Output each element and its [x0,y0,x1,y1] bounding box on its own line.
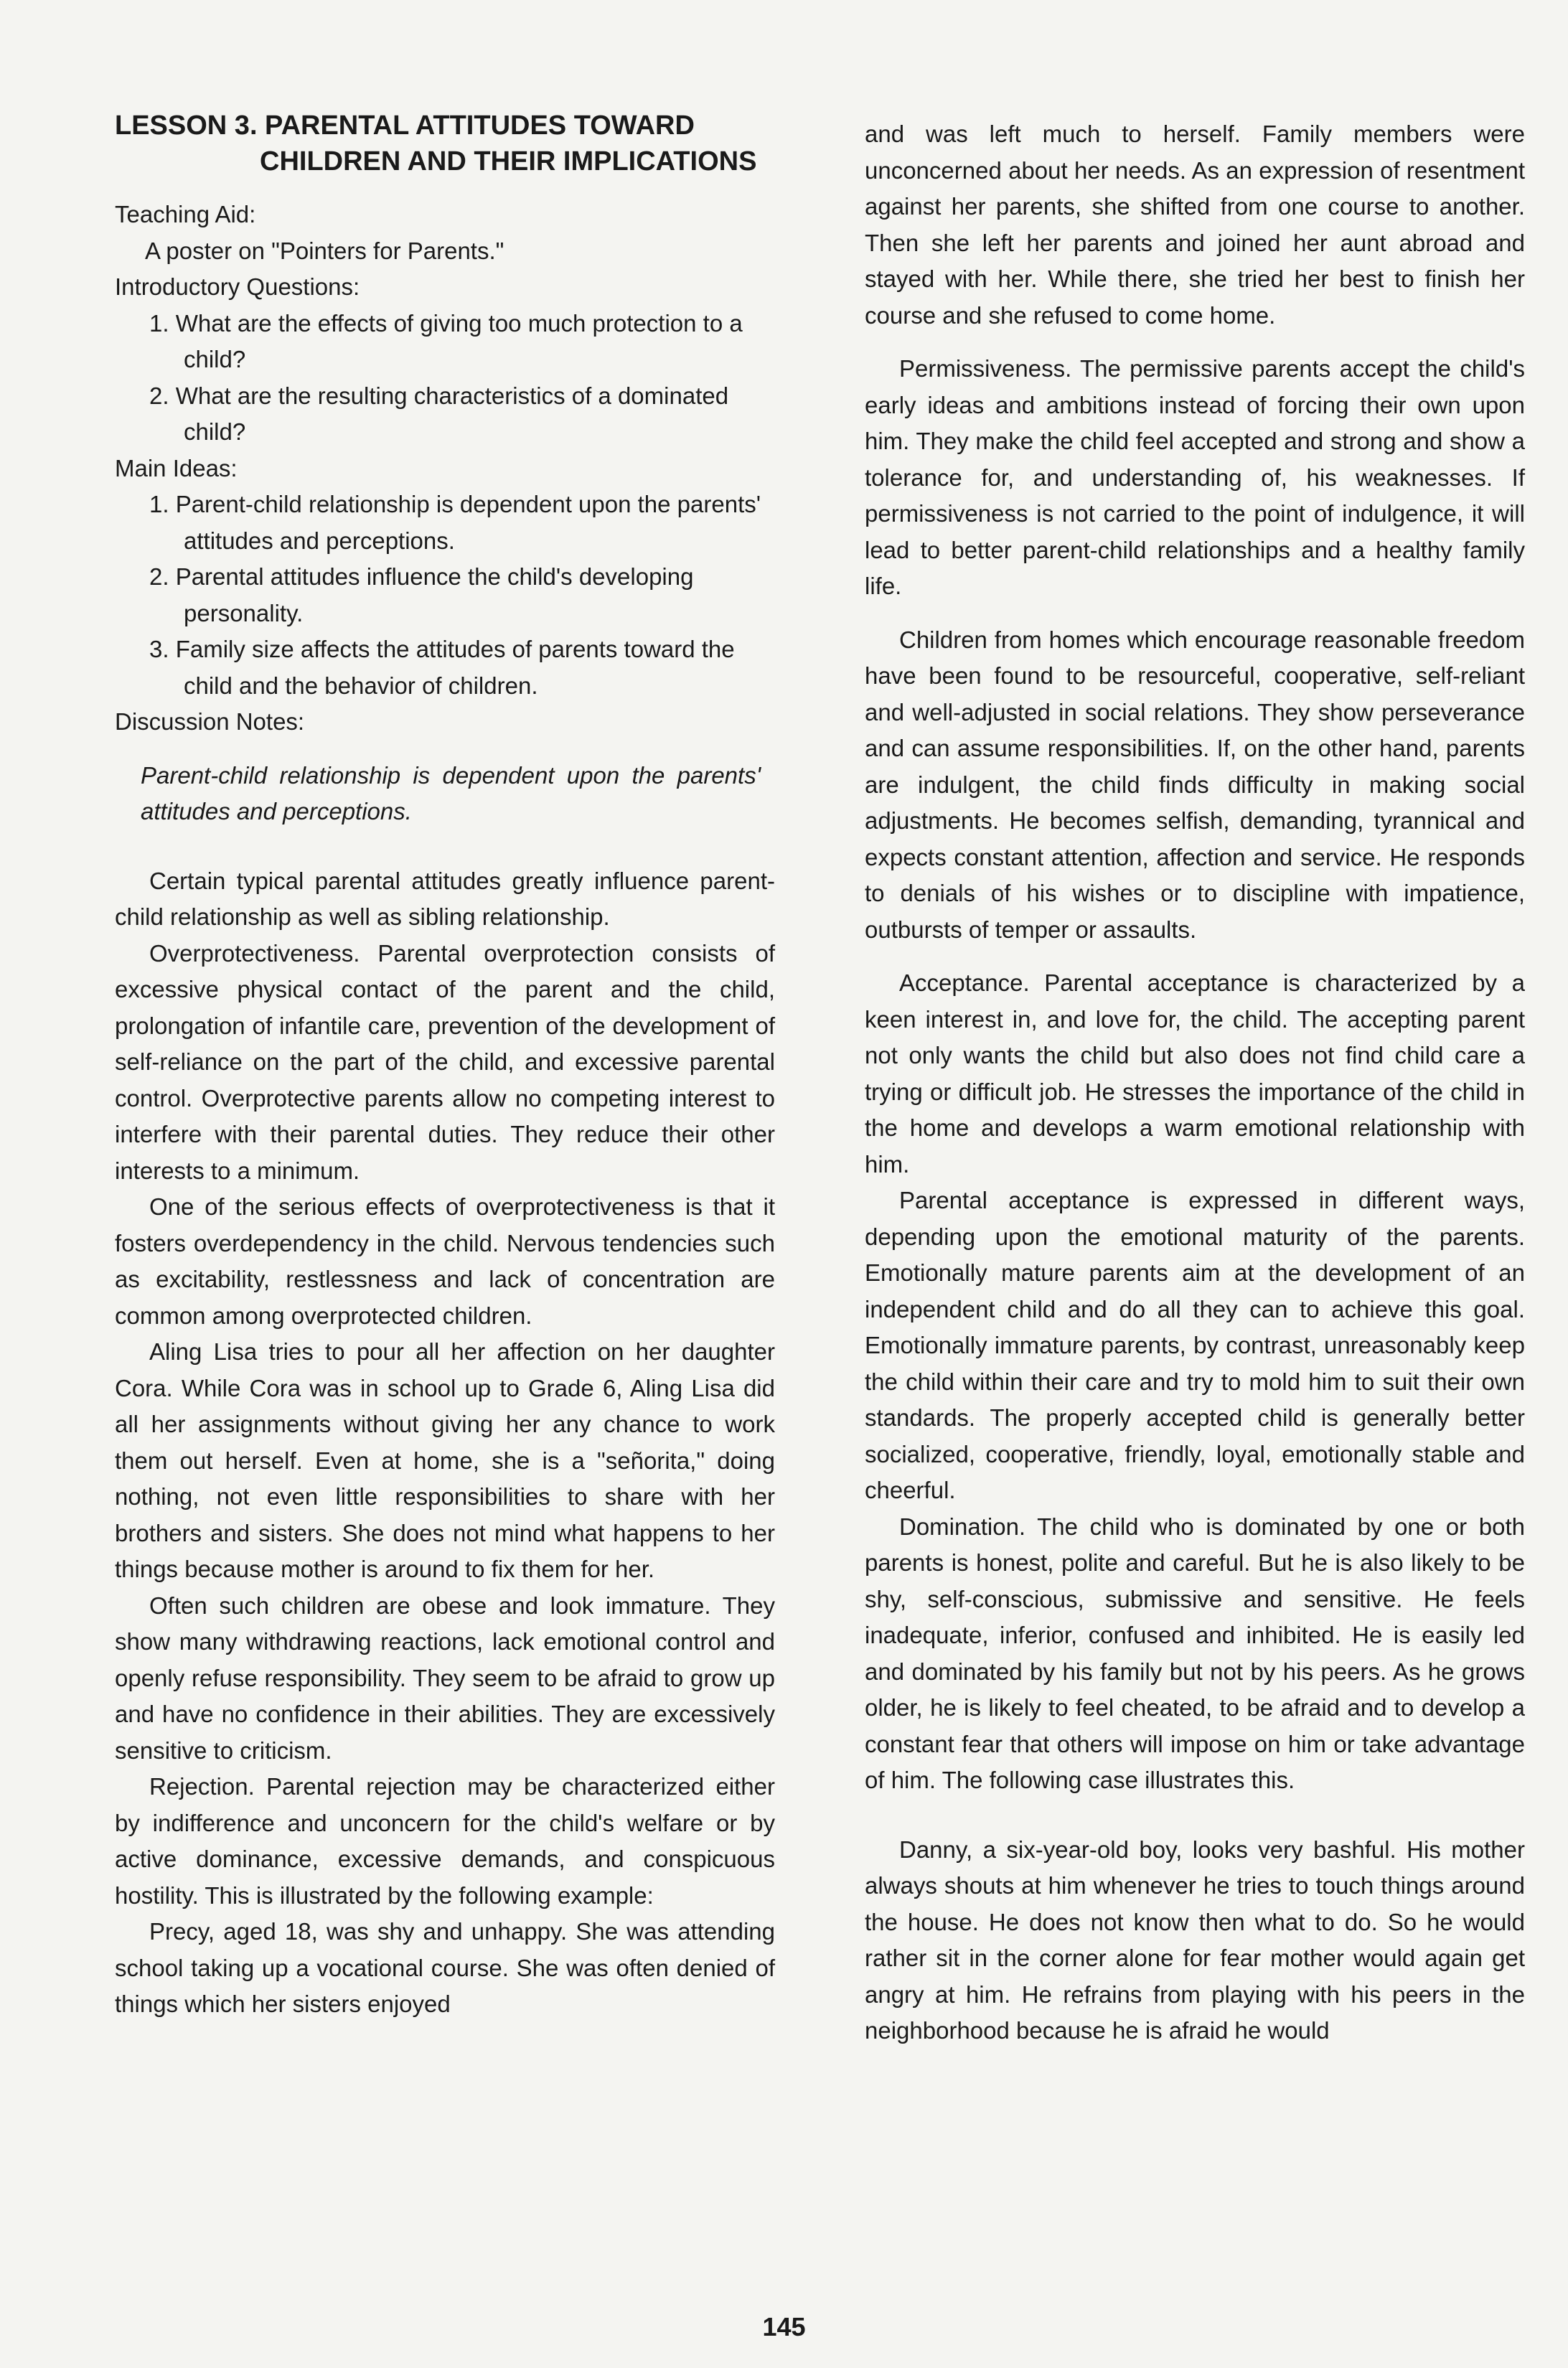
main-ideas-label: Main Ideas: [115,454,238,481]
teaching-aid-text: A poster on "Pointers for Parents." [145,237,504,264]
lesson-title-line2: CHILDREN AND THEIR IMPLICATIONS [260,146,757,177]
lesson-title [115,108,775,179]
lesson-title-line1: LESSON 3. PARENTAL ATTITUDES TOWARD [115,111,695,141]
body-paragraph: Rejection. Parental rejection may be characterized either by indifference and unconcern for the child's welfare or by active dominance, excessive demands, and conspicuous hostility. This is illustrated by the following example: [115,1773,775,1909]
body-paragraph: Parental acceptance is expressed in different ways, depending upon the emotional maturity of the parents. Emotionally mature parents aim at the development of an independent child and do all they can to achieve this goal. Emotionally immature parents, by contrast, unreasonably keep the child within their care and try to mold him to suit their own standards. The properly accepted child is generally better socialized, cooperative, friendly, loyal, emotionally stable and cheerful. [865,1187,1525,1503]
discussion-notes-label: Discussion Notes: [115,708,305,735]
body-paragraph: Certain typical parental attitudes greatly influence parent-child relationship as well as sibling relationship. [115,867,775,930]
question-item: 1. What are the effects of giving too much protection to a child? [149,309,743,372]
main-idea-item: 1. Parent-child relationship is dependent upon the parents' attitudes and perceptions. [149,491,761,554]
main-idea-item: 2. Parental attitudes influence the child's developing personality. [149,563,694,626]
right-column [865,116,1525,2049]
body-paragraph: Children from homes which encourage reasonable freedom have been found to be resourceful, cooperative, self-reliant and well-adjusted in social relations. They show perseverance and can assume responsibilities. If, on the other hand, parents are indulgent, the child finds difficulty in making social adjustments. He becomes selfish, demanding, tyrannical and expects constant attention, affection and service. He responds to denials of his wishes or to discipline with impatience, outbursts of temper or assaults. [865,626,1525,943]
body-paragraph: Danny, a six-year-old boy, looks very bashful. His mother always shouts at him whenever he tries to touch things around the house. He does not know then what to do. So he would rather sit in the corner alone for fear mother would again get angry at him. He refrains from playing with his peers in the neighborhood because he is afraid he would [865,1836,1525,2044]
body-paragraph: Precy, aged 18, was shy and unhappy. She was attending school taking up a vocational course. She was often denied of things which her sisters enjoyed [115,1918,775,2017]
body-paragraph: Overprotectiveness. Parental overprotection consists of excessive physical contact of the parent and the child, prolongation of infantile care, prevention of the development of self-reliance on the part of the child, and excessive parental control. Overprotective parents allow no competing interest to interfere with their parental duties. They reduce their other interests to a minimum. [115,939,775,1184]
body-paragraph: Aling Lisa tries to pour all her affection on her daughter Cora. While Cora was in school up to Grade 6, Aling Lisa did all her assignments without giving her any chance to work them out herself. Even at home, she is a "señorita," doing nothing, not even little responsibilities to share with her brothers and sisters. She does not mind what happens to her things because mother is around to fix them for her. [115,1338,775,1582]
left-column [115,108,775,2023]
page-number: 145 [762,2312,806,2341]
body-paragraph: Often such children are obese and look immature. They show many withdrawing reactions, lack emotional control and openly refuse responsibility. They seem to be afraid to grow up and have no confidence in their abilities. They are excessively sensitive to criticism. [115,1592,775,1764]
body-paragraph: One of the serious effects of overprotectiveness is that it fosters overdependency in the child. Nervous tendencies such as excitability, restlessness and lack of concentration are common among overprotected children. [115,1193,775,1329]
teaching-aid-label: Teaching Aid: [115,201,256,227]
body-paragraph: Domination. The child who is dominated by one or both parents is honest, polite and careful. But he is also likely to be shy, self-conscious, submissive and sensitive. He feels inadequate, inferior, confused and inhibited. He is easily led and dominated by his family but not by his peers. As he grows older, he is likely to feel cheated, to be afraid and to develop a constant fear that others will impose on him or take advantage of him. The following case illustrates this. [865,1513,1525,1793]
body-paragraph: and was left much to herself. Family members were unconcerned about her needs. As an expression of resentment against her parents, she shifted from one course to another. Then she left her parents and joined her aunt abroad and stayed with her. While there, she tried her best to finish her course and she refused to come home. [865,121,1525,329]
section-subheading: Parent-child relationship is dependent upon the parents' attitudes and perceptions. [141,761,761,824]
body-paragraph: Permissiveness. The permissive parents accept the child's early ideas and ambitions instead of forcing their own upon him. They make the child feel accepted and strong and show a tolerance for, and understanding of, his weaknesses. If permissiveness is not carried to the point of indulgence, it will lead to better parent-child relationships and a healthy family life. [865,355,1525,599]
main-idea-item: 3. Family size affects the attitudes of parents toward the child and the behavior of children. [149,636,735,699]
introductory-questions-label: Introductory Questions: [115,273,360,300]
body-paragraph: Acceptance. Parental acceptance is characterized by a keen interest in, and love for, the child. The accepting parent not only wants the child but also does not find child care a trying or difficult job. He stresses the importance of the child in the home and develops a warm emotional relationship with him. [865,969,1525,1178]
question-item: 2. What are the resulting characteristics of a dominated child? [149,382,729,445]
